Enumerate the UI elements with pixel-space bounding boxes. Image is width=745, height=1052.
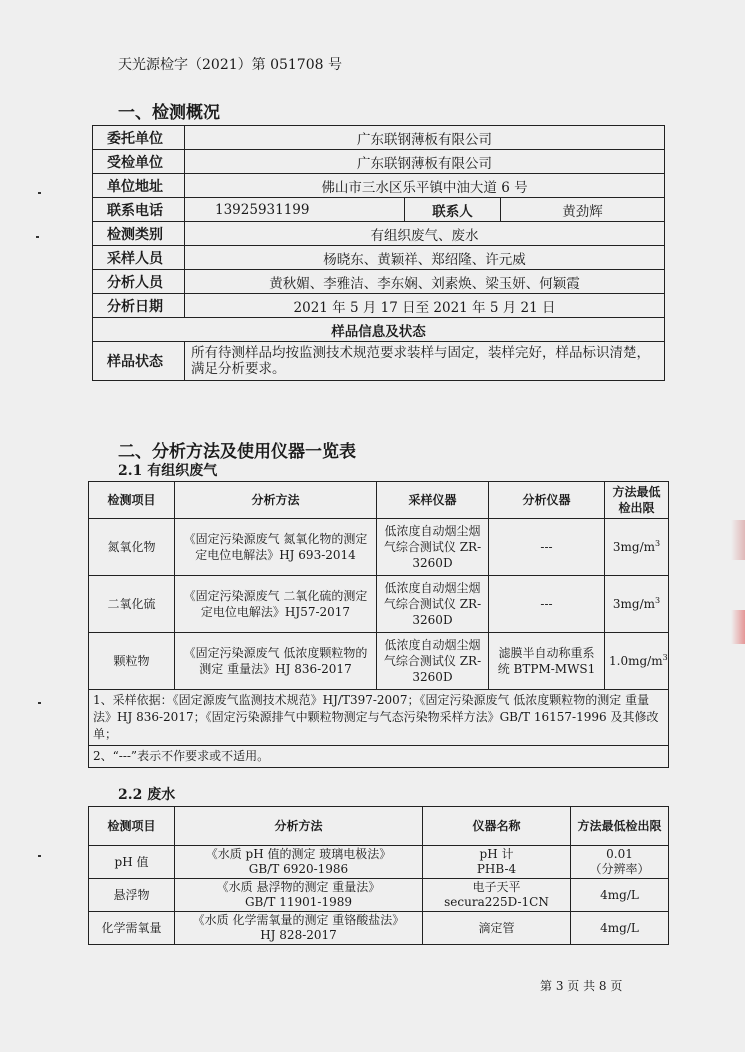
table-row	[93, 342, 665, 381]
header-sampler: 采样仪器	[377, 482, 489, 519]
water-limit: 4mg/L	[571, 912, 669, 945]
gas-method-table	[88, 481, 669, 768]
table-row	[93, 126, 665, 150]
header-item: 检测项目	[89, 482, 175, 519]
gas-limit: $3mg/m^3$	[605, 576, 669, 633]
gas-method: 《固定污染源废气 二氧化硫的测定 定电位电解法》HJ57-2017	[175, 576, 377, 633]
gas-note-2: 2、“---”表示不作要求或不适用。	[89, 746, 669, 768]
gas-sampler: 低浓度自动烟尘烟气综合测试仪 ZR-3260D	[377, 633, 489, 690]
category-label: 检测类别	[93, 222, 185, 246]
scan-mark	[38, 192, 41, 194]
table-row	[93, 270, 665, 294]
table-row	[89, 846, 669, 879]
inspected-label: 受检单位	[93, 150, 185, 174]
inspected-value: 广东联钢薄板有限公司	[185, 150, 665, 174]
address-label: 单位地址	[93, 174, 185, 198]
table-row	[89, 879, 669, 912]
gas-limit: $1.0mg/m^3$	[605, 633, 669, 690]
address-value: 佛山市三水区乐平镇中油大道 6 号	[185, 174, 665, 198]
table-row	[89, 690, 669, 746]
analysts-label: 分析人员	[93, 270, 185, 294]
phone-value: 13925931199	[185, 198, 405, 222]
table-row	[93, 318, 665, 342]
header-limit: 方法最低检出限	[605, 482, 669, 519]
table-row	[89, 633, 669, 690]
category-value: 有组织废气、废水	[185, 222, 665, 246]
scan-mark	[36, 236, 39, 238]
sample-info-heading: 样品信息及状态	[93, 318, 665, 342]
water-limit: 4mg/L	[571, 879, 669, 912]
table-row	[93, 294, 665, 318]
gas-item: 颗粒物	[89, 633, 175, 690]
overview-table	[92, 125, 665, 381]
table-row	[89, 519, 669, 576]
gas-method: 《固定污染源废气 低浓度颗粒物的测定 重量法》HJ 836-2017	[175, 633, 377, 690]
water-limit: 0.01 （分辨率）	[571, 846, 669, 879]
contact-label: 联系人	[405, 198, 501, 222]
water-subtitle: 2.2 废水	[118, 787, 176, 803]
gas-method: 《固定污染源废气 氮氧化物的测定 定电位电解法》HJ 693-2014	[175, 519, 377, 576]
stamp-edge	[731, 520, 745, 560]
gas-sampler: 低浓度自动烟尘烟气综合测试仪 ZR-3260D	[377, 576, 489, 633]
samplers-value: 杨晓东、黄颖祥、郑绍隆、许元威	[185, 246, 665, 270]
client-label: 委托单位	[93, 126, 185, 150]
scan-mark	[38, 702, 41, 704]
gas-analyzer: ---	[489, 519, 605, 576]
scan-mark	[38, 855, 41, 857]
stamp-edge	[731, 610, 745, 644]
client-value: 广东联钢薄板有限公司	[185, 126, 665, 150]
date-value: 2021 年 5 月 17 日至 2021 年 5 月 21 日	[185, 294, 665, 318]
analysts-value: 黄秋媚、李雅洁、李东娴、刘素焕、梁玉妍、何颖霞	[185, 270, 665, 294]
table-row	[89, 576, 669, 633]
gas-item: 氮氧化物	[89, 519, 175, 576]
water-item: pH 值	[89, 846, 175, 879]
section2-title: 二、分析方法及使用仪器一览表	[118, 442, 356, 462]
table-header-row	[89, 807, 669, 846]
header-limit: 方法最低检出限	[571, 807, 669, 846]
water-method-table	[88, 806, 669, 945]
water-method: 《水质 悬浮物的测定 重量法》 GB/T 11901-1989	[175, 879, 423, 912]
header-instrument: 仪器名称	[423, 807, 571, 846]
table-row	[93, 246, 665, 270]
phone-label: 联系电话	[93, 198, 185, 222]
table-row	[89, 912, 669, 945]
header-method: 分析方法	[175, 807, 423, 846]
water-instrument: 电子天平 secura225D-1CN	[423, 879, 571, 912]
table-row	[93, 174, 665, 198]
header-analyzer: 分析仪器	[489, 482, 605, 519]
water-method: 《水质 pH 值的测定 玻璃电极法》 GB/T 6920-1986	[175, 846, 423, 879]
gas-note-1: 1、采样依据：《固定源废气监测技术规范》HJ/T397-2007；《固定污染源废气 低浓度颗粒物的测定 重量法》HJ 836-2017；《固定污染源排气中颗粒物测定与气态污染物采样方法》GB/T 16157-1996 及其修改单；	[89, 690, 669, 746]
date-label: 分析日期	[93, 294, 185, 318]
status-label: 样品状态	[93, 342, 185, 381]
water-method: 《水质 化学需氧量的测定 重铬酸盐法》 HJ 828-2017	[175, 912, 423, 945]
gas-analyzer: 滤膜半自动称重系统 BTPM-MWS1	[489, 633, 605, 690]
page-number: 第 3 页 共 8 页	[540, 979, 623, 993]
table-row	[93, 150, 665, 174]
gas-item: 二氧化硫	[89, 576, 175, 633]
water-item: 悬浮物	[89, 879, 175, 912]
status-value: 所有待测样品均按监测技术规范要求装样与固定，装样完好，样品标识清楚，满足分析要求。	[185, 342, 665, 381]
table-header-row	[89, 482, 669, 519]
gas-limit: $3mg/m^3$	[605, 519, 669, 576]
samplers-label: 采样人员	[93, 246, 185, 270]
section1-title: 一、检测概况	[118, 103, 220, 123]
header-method: 分析方法	[175, 482, 377, 519]
water-item: 化学需氧量	[89, 912, 175, 945]
table-row	[89, 746, 669, 768]
document-number: 天光源检字（2021）第 051708 号	[118, 57, 342, 73]
gas-analyzer: ---	[489, 576, 605, 633]
water-instrument: 滴定管	[423, 912, 571, 945]
gas-sampler: 低浓度自动烟尘烟气综合测试仪 ZR-3260D	[377, 519, 489, 576]
water-instrument: pH 计 PHB-4	[423, 846, 571, 879]
header-item: 检测项目	[89, 807, 175, 846]
gas-subtitle: 2.1 有组织废气	[118, 463, 218, 479]
table-row	[93, 198, 665, 222]
table-row	[93, 222, 665, 246]
contact-value: 黄劲辉	[501, 198, 665, 222]
